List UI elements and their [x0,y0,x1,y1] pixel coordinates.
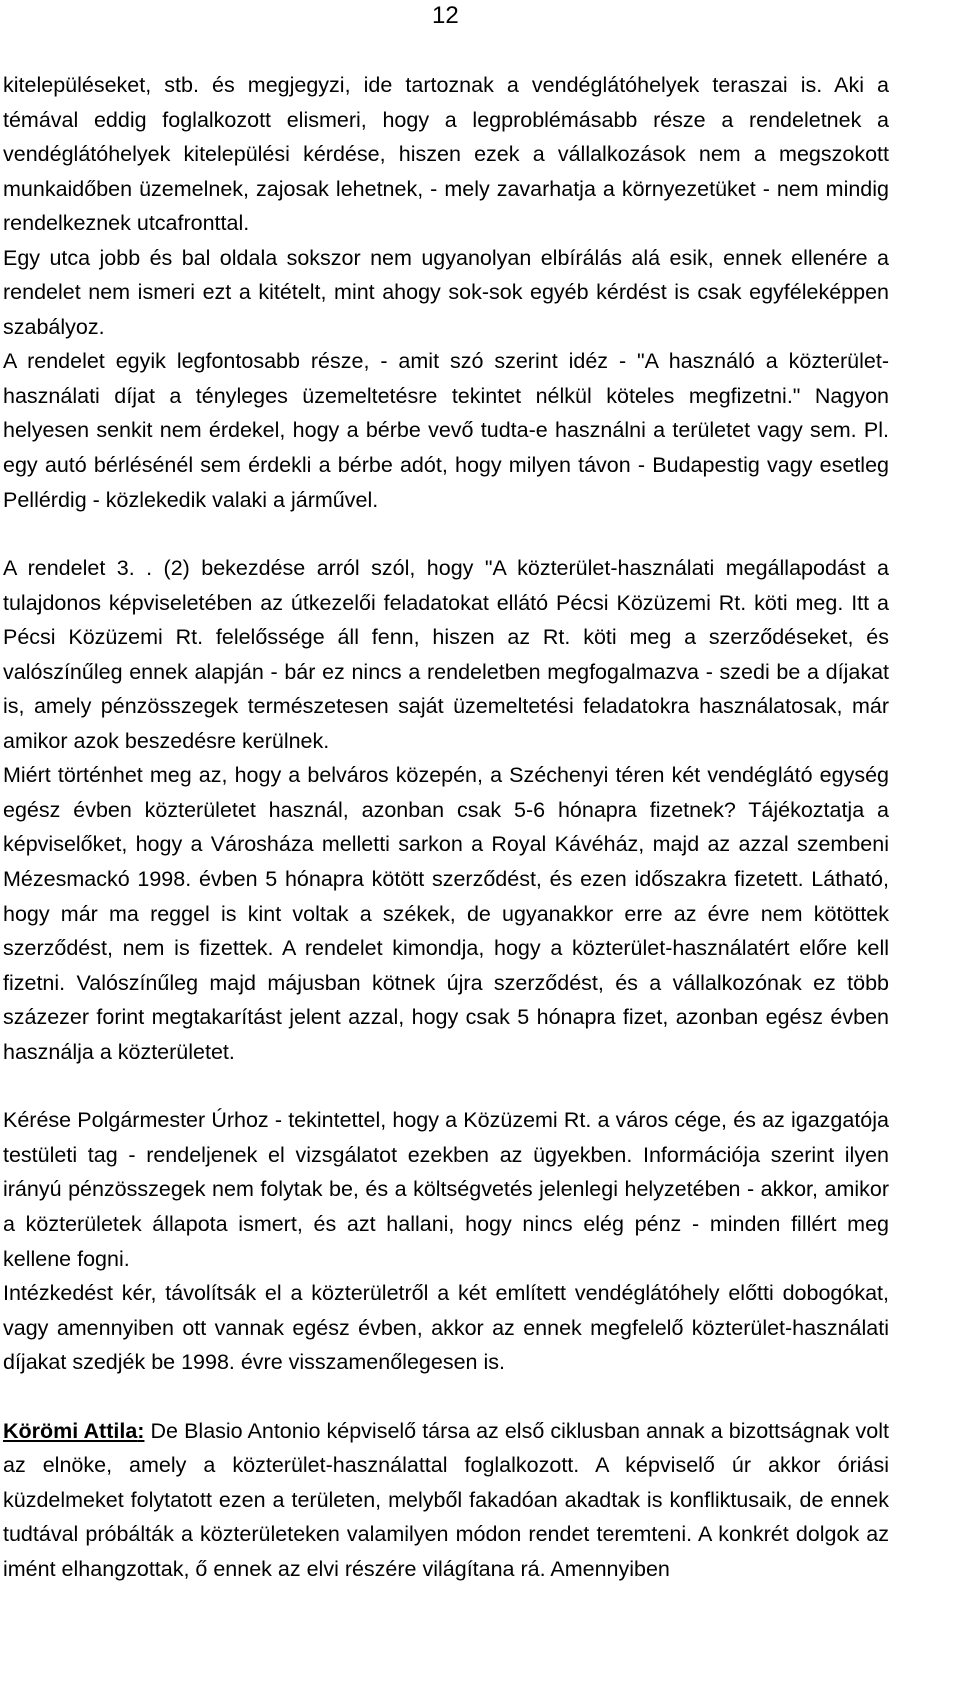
paragraph-szechenyi-square-case: Miért történhet meg az, hogy a belváros közepén, a Széchenyi téren két vendéglátó egység egész évben közterületet használ, azonban csak 5-6 hónapra fizetnek? Tájékoztatja a képviselőket, hogy a Városháza melletti sarkon a Royal Kávéház, majd az azzal szembeni Mézesmackó 1998. évben 5 hónapra kötött szerződést, és ezen időszakra fizetett. Látható, hogy már ma reggel is kint voltak a székek, de ugyanakkor erre az évre nem kötöttek szerződést, nem is fizettek. A rendelet kimondja, hogy a közterület-használatért előre kell fizetni. Valószínűleg majd májusban kötnek újra szerződést, és a vállalkozónak ez több százezer forint megtakarítást jelent azzal, hogy csak 5 hónapra fizet, azonban egész évben használja a közterületet. [3,763,889,1064]
document-body [3,68,889,1586]
paragraph-removal-request: Intézkedést kér, távolítsák el a közterületről a két említett vendéglátóhely előtti dobogókat, vagy amennyiben ott vannak egész évben, akkor az ennek megfelelő közterület-használati díjakat szedjék be 1998. évre visszamenőlegesen is. [3,1281,889,1375]
paragraph-utility-company-role: A rendelet 3. . (2) bekezdése arról szól, hogy "A közterület-használati megállapodást a tulajdonos képviseletében az útkezelői feladatokat ellátó Pécsi Közüzemi Rt. köti meg. Itt a Pécsi Közüzemi Rt. felelőssége áll fenn, hiszen az Rt. köti meg a szerződéseket, és valószínűleg ennek alapján - bár ez nincs a rendeletben megfogalmazva - szedi be a díjakat is, amely pénzösszegek természetesen saját üzemeltetési feladatokra használatosak, már amikor azok beszedésre kerülnek. [3,556,889,753]
speech-text: De Blasio Antonio képviselő társa az első ciklusban annak a bizottságnak volt az elnöke, amely a közterület-használattal foglalkozott. A képviselő úr akkor óriási küzdelmeket folytatott ezen a területen, melyből fakadóan akadtak is konfliktusaik, de ennek tudtával próbálták a közterületeken valamilyen módon rendet teremteni. A konkrét dolgok az imént elhangzottak, ő ennek az elvi részére világítana rá. Amennyiben [3,1418,889,1581]
paragraph-street-sides: Egy utca jobb és bal oldala sokszor nem ugyanolyan elbírálás alá esik, ennek ellenére a rendelet nem ismeri ezt a kitételt, mint ahogy sok-sok egyéb kérdést is csak egyféleképpen szabályoz. [3,245,889,339]
paragraph-fee-obligation: A rendelet egyik legfontosabb része, - amit szó szerint idéz - "A használó a közterület-használati díjat a tényleges üzemeltetésre tekintet nélkül köteles megfizetni." Nagyon helyesen senkit nem érdekel, hogy a bérbe vevő tudta-e használni a területet vagy sem. Pl. egy autó bérlésénél sem érdekli a bérbe adót, hogy milyen távon - Budapestig vagy esetleg Pellérdig - közlekedik valaki a járművel. [3,349,889,512]
speaker-colon: : [137,1418,145,1443]
page-number: 12 [432,2,459,29]
paragraph-outdoor-seating-issue: kitelepüléseket, stb. és megjegyzi, ide tartoznak a vendéglátóhelyek teraszai is. Aki a témával eddig foglalkozott elismeri, hogy a legproblémásabb része a rendeletnek a vendéglátóhelyek kitelepülési kérdése, hiszen ezek a vállalkozások nem a megszokott munkaidőben üzemelnek, zajosak lehetnek, - mely zavarhatja a környezetüket - nem mindig rendelkeznek utcafronttal. [3,73,889,236]
speaker-name: Körömi Attila [3,1418,138,1443]
paragraph-request-to-mayor: Kérése Polgármester Úrhoz - tekintettel, hogy a Közüzemi Rt. a város cége, és az igazgatója testületi tag - rendeljenek el vizsgálatot ezekben az ügyekben. Információja szerint ilyen irányú pénzösszegek nem folytak be, és a költségvetés jelenlegi helyzetében - akkor, amikor a közterületek állapota ismert, és azt hallani, hogy nincs elég pénz - minden fillért meg kellene fogni. [3,1108,889,1271]
speech-paragraph [3,1414,889,1587]
